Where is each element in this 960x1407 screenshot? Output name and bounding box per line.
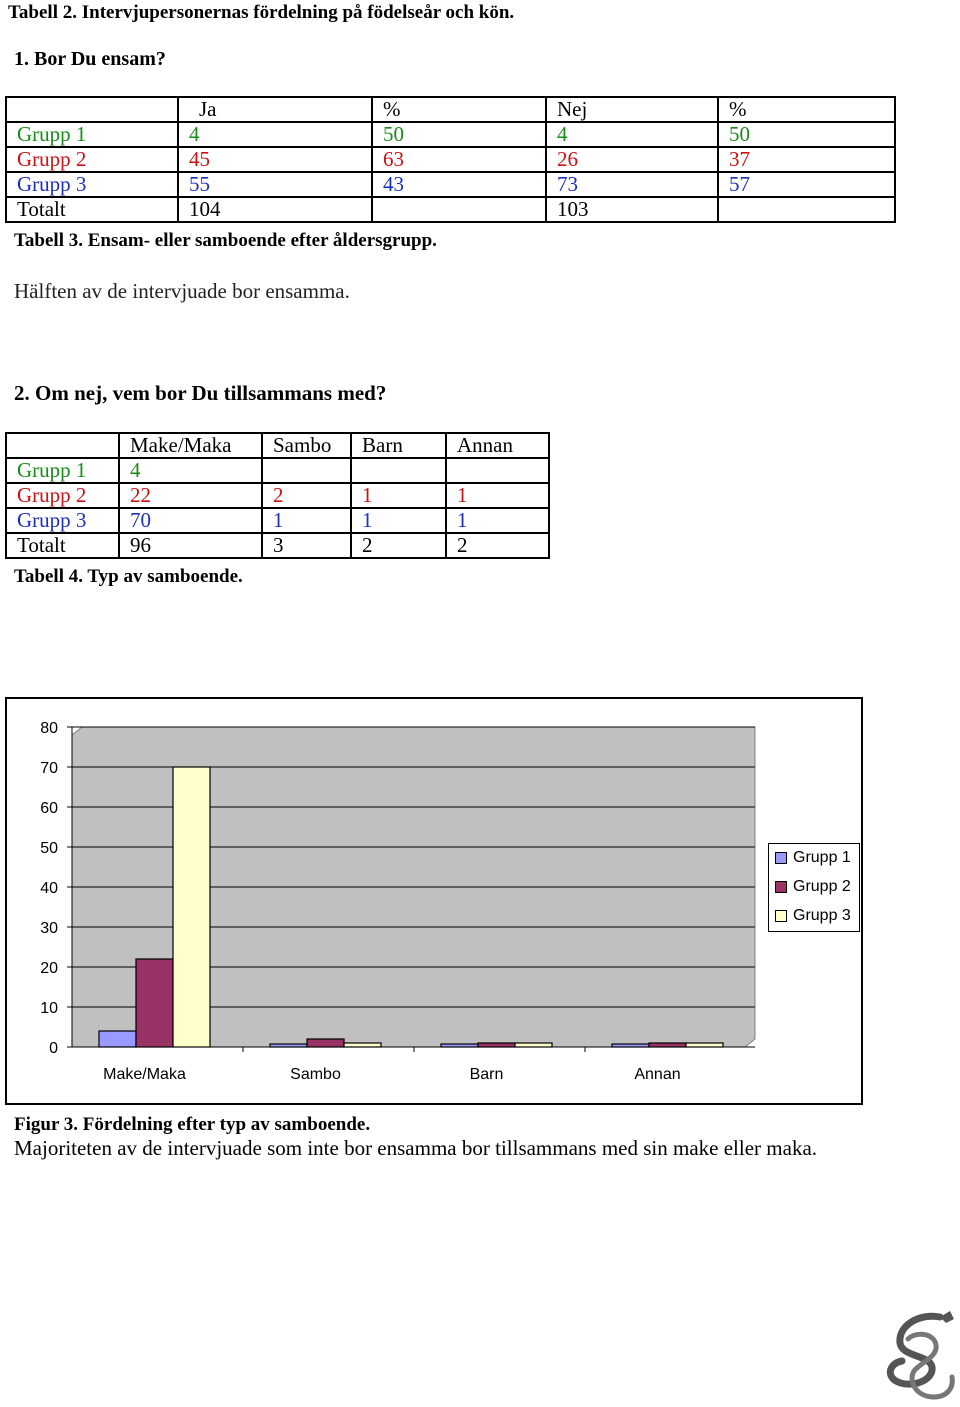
x-tick-label: Make/Maka — [103, 1066, 186, 1083]
table-cell: 1 — [262, 508, 351, 533]
table-cell: 96 — [119, 533, 262, 558]
row-label: Grupp 1 — [6, 458, 119, 483]
table-cell: 45 — [178, 147, 372, 172]
table-cell: 2 — [351, 533, 446, 558]
header-cell: Sambo — [262, 433, 351, 458]
remark-1: Hälften av de intervjuade bor ensamma. — [14, 279, 350, 303]
legend-swatch-grupp-1 — [775, 852, 787, 864]
x-tick-label: Sambo — [290, 1066, 341, 1083]
header-cell: % — [718, 97, 895, 122]
table-cell: 2 — [446, 533, 549, 558]
y-tick-label: 60 — [40, 800, 58, 817]
legend-item — [775, 906, 851, 926]
bar-grupp-1 — [99, 1031, 136, 1047]
legend-label: Grupp 1 — [793, 849, 851, 866]
table-cell: 1 — [446, 483, 549, 508]
y-tick-label: 80 — [40, 720, 58, 737]
legend-item — [775, 848, 851, 868]
table-cell: 4 — [178, 122, 372, 147]
y-tick-label: 20 — [40, 960, 58, 977]
table-cell: 3 — [262, 533, 351, 558]
legend-label: Grupp 2 — [793, 878, 851, 895]
bar-grupp-3 — [515, 1043, 552, 1047]
y-tick-label: 40 — [40, 880, 58, 897]
table-cell: 104 — [178, 197, 372, 222]
bar-grupp-1 — [441, 1044, 478, 1047]
header-cell: Nej — [546, 97, 718, 122]
row-label: Grupp 2 — [6, 147, 178, 172]
serpent-logo-icon — [880, 1305, 960, 1405]
header-cell: Annan — [446, 433, 549, 458]
table-cell: 1 — [351, 508, 446, 533]
row-label: Totalt — [6, 197, 178, 222]
bar-grupp-1 — [612, 1044, 649, 1047]
y-tick-label: 70 — [40, 760, 58, 777]
figure3-caption: Figur 3. Fördelning efter typ av samboende. — [14, 1114, 371, 1135]
legend-swatch-grupp-3 — [775, 910, 787, 922]
legend-item — [775, 877, 851, 897]
table-cell: 70 — [119, 508, 262, 533]
table-cell: 4 — [119, 458, 262, 483]
bar-grupp-2 — [649, 1043, 686, 1047]
table-cell: 37 — [718, 147, 895, 172]
row-label: Grupp 2 — [6, 483, 119, 508]
row-label: Grupp 3 — [6, 172, 178, 197]
header-cell: Barn — [351, 433, 446, 458]
table-cell: 55 — [178, 172, 372, 197]
row-label: Totalt — [6, 533, 119, 558]
question-1: 1. Bor Du ensam? — [14, 48, 166, 70]
table-cell: 43 — [372, 172, 546, 197]
legend-swatch-grupp-2 — [775, 881, 787, 893]
table-cell: 50 — [718, 122, 895, 147]
header-cell: % — [372, 97, 546, 122]
table4-caption: Tabell 4. Typ av samboende. — [14, 566, 243, 587]
table2-caption: Tabell 2. Intervjupersonernas fördelning på födelseår och kön. — [8, 2, 515, 23]
question-2: 2. Om nej, vem bor Du tillsammans med? — [14, 381, 387, 405]
table-cell: 50 — [372, 122, 546, 147]
bar-grupp-2 — [478, 1043, 515, 1047]
chart-legend — [768, 843, 860, 932]
legend-label: Grupp 3 — [793, 907, 851, 924]
row-label: Grupp 3 — [6, 508, 119, 533]
bar-grupp-2 — [307, 1039, 344, 1047]
table-cell: 22 — [119, 483, 262, 508]
table-cell: 73 — [546, 172, 718, 197]
row-label: Grupp 1 — [6, 122, 178, 147]
table-cell: 1 — [446, 508, 549, 533]
table-cell: 4 — [546, 122, 718, 147]
bar-grupp-3 — [344, 1043, 381, 1047]
bar-grupp-3 — [686, 1043, 723, 1047]
remark-2: Majoriteten av de intervjuade som inte bor ensamma bor tillsammans med sin make eller maka. — [14, 1136, 818, 1160]
table-cell: 26 — [546, 147, 718, 172]
header-cell: Make/Maka — [119, 433, 262, 458]
y-tick-label: 50 — [40, 840, 58, 857]
x-tick-label: Annan — [634, 1066, 681, 1083]
y-tick-label: 10 — [40, 1000, 58, 1017]
table-cell: 63 — [372, 147, 546, 172]
table-cell: 2 — [262, 483, 351, 508]
x-tick-label: Barn — [469, 1066, 504, 1083]
table-cell: 103 — [546, 197, 718, 222]
header-cell: Ja — [178, 97, 372, 122]
bar-grupp-1 — [270, 1044, 307, 1047]
bar-grupp-2 — [136, 959, 173, 1047]
table-cell: 57 — [718, 172, 895, 197]
bar-grupp-3 — [173, 767, 210, 1047]
y-tick-label: 30 — [40, 920, 58, 937]
table-cell: 1 — [351, 483, 446, 508]
y-tick-label: 0 — [49, 1040, 58, 1057]
table3-caption: Tabell 3. Ensam- eller samboende efter åldersgrupp. — [14, 230, 437, 251]
